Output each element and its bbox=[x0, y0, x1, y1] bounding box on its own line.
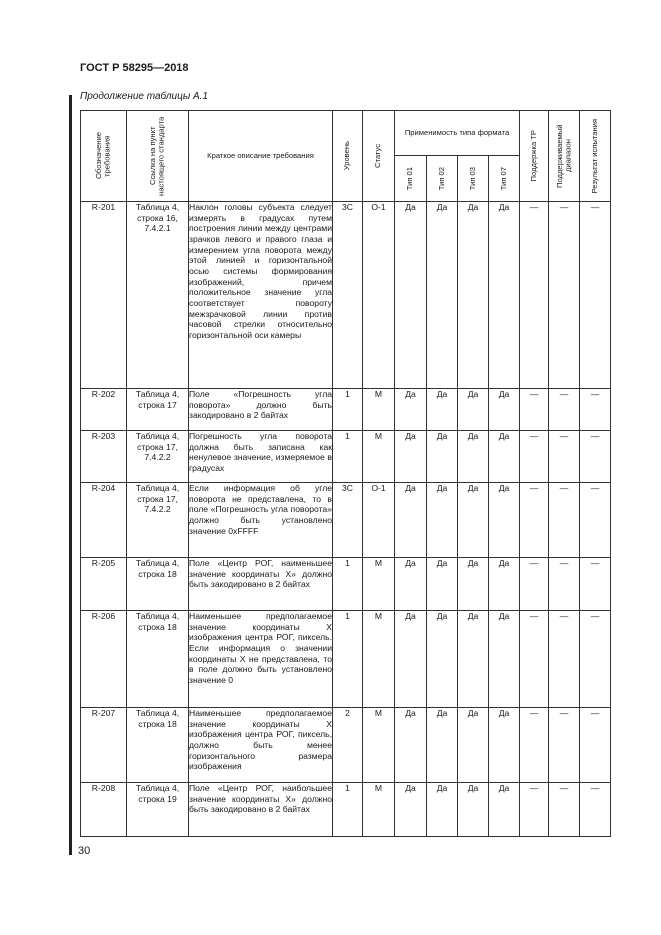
tr-support-cell: — bbox=[520, 558, 549, 611]
requirement-description: Поле «Погрешность угла поворота» должно быть закодировано в 2 байтах bbox=[189, 389, 333, 431]
requirement-reference: Таблица 4, строка 18 bbox=[127, 558, 189, 611]
requirement-description: Поле «Центр РОГ, наименьшее значение координаты X» должно быть закодировано в 2 байтах bbox=[189, 558, 333, 611]
type02-cell: Да bbox=[427, 611, 458, 708]
type01-cell: Да bbox=[395, 558, 427, 611]
tr-support-cell: — bbox=[520, 611, 549, 708]
col-reference-header: Ссылка на пункт настоящего стандарта bbox=[127, 111, 189, 202]
result-cell: — bbox=[580, 431, 611, 483]
type02-cell: Да bbox=[427, 431, 458, 483]
requirement-reference: Таблица 4, строка 17 bbox=[127, 389, 189, 431]
requirement-reference: Таблица 4, строка 17, 7.4.2.2 bbox=[127, 483, 189, 558]
level-cell: 1 bbox=[333, 611, 363, 708]
col-type01-header: Тип 01 bbox=[395, 156, 427, 202]
table-row bbox=[81, 389, 611, 431]
type01-cell: Да bbox=[395, 783, 427, 837]
level-cell: 2 bbox=[333, 708, 363, 783]
status-cell: M bbox=[363, 783, 395, 837]
page-number: 30 bbox=[78, 845, 91, 857]
result-cell: — bbox=[580, 708, 611, 783]
range-cell: — bbox=[549, 202, 580, 389]
change-bar bbox=[69, 95, 72, 855]
standard-code: ГОСТ Р 58295—2018 bbox=[80, 62, 189, 74]
result-cell: — bbox=[580, 202, 611, 389]
requirement-id: R-208 bbox=[81, 783, 127, 837]
type02-cell: Да bbox=[427, 202, 458, 389]
type01-cell: Да bbox=[395, 202, 427, 389]
type02-cell: Да bbox=[427, 389, 458, 431]
requirement-reference: Таблица 4, строка 16, 7.4.2.1 bbox=[127, 202, 189, 389]
type07-cell: Да bbox=[489, 783, 520, 837]
requirement-reference: Таблица 4, строка 17, 7.4.2.2 bbox=[127, 431, 189, 483]
col-result-header: Результат испытания bbox=[580, 111, 611, 202]
range-cell: — bbox=[549, 389, 580, 431]
type02-cell: Да bbox=[427, 783, 458, 837]
type03-cell: Да bbox=[458, 783, 489, 837]
type07-cell: Да bbox=[489, 202, 520, 389]
type01-cell: Да bbox=[395, 708, 427, 783]
level-cell: 1 bbox=[333, 389, 363, 431]
status-cell: O-1 bbox=[363, 483, 395, 558]
table-row bbox=[81, 611, 611, 708]
type03-cell: Да bbox=[458, 558, 489, 611]
requirement-reference: Таблица 4, строка 18 bbox=[127, 708, 189, 783]
type07-cell: Да bbox=[489, 483, 520, 558]
type02-cell: Да bbox=[427, 708, 458, 783]
type07-cell: Да bbox=[489, 708, 520, 783]
type01-cell: Да bbox=[395, 611, 427, 708]
level-cell: 1 bbox=[333, 558, 363, 611]
type03-cell: Да bbox=[458, 611, 489, 708]
requirement-id: R-203 bbox=[81, 431, 127, 483]
requirement-reference: Таблица 4, строка 18 bbox=[127, 611, 189, 708]
col-type07-header: Тип 07 bbox=[489, 156, 520, 202]
requirement-description: Поле «Центр РОГ, наибольшее значение координаты X» должно быть закодировано в 2 байтах bbox=[189, 783, 333, 837]
range-cell: — bbox=[549, 558, 580, 611]
tr-support-cell: — bbox=[520, 783, 549, 837]
level-cell: 3C bbox=[333, 202, 363, 389]
table-row bbox=[81, 708, 611, 783]
type01-cell: Да bbox=[395, 483, 427, 558]
table-row bbox=[81, 202, 611, 389]
requirement-description: Если информация об угле поворота не представлена, то в поле «Погрешность угла поворота» должно быть установлено значение 0xFFFF bbox=[189, 483, 333, 558]
requirement-description: Наименьшее предполагаемое значение координаты X изображения центра РОГ, пиксель, должно быть менее горизонтального размера изображения bbox=[189, 708, 333, 783]
tr-support-cell: — bbox=[520, 202, 549, 389]
col-description-header: Краткое описание требования bbox=[189, 111, 333, 202]
col-applicability-header: Применимость типа формата bbox=[395, 111, 520, 156]
status-cell: M bbox=[363, 389, 395, 431]
range-cell: — bbox=[549, 708, 580, 783]
requirement-id: R-201 bbox=[81, 202, 127, 389]
requirement-id: R-204 bbox=[81, 483, 127, 558]
table-continuation-caption: Продолжение таблицы А.1 bbox=[80, 91, 208, 102]
result-cell: — bbox=[580, 389, 611, 431]
result-cell: — bbox=[580, 558, 611, 611]
type07-cell: Да bbox=[489, 389, 520, 431]
type03-cell: Да bbox=[458, 389, 489, 431]
col-status-header: Статус bbox=[363, 111, 395, 202]
table-row bbox=[81, 558, 611, 611]
requirement-description: Погрешность угла поворота должна быть записана как ненулевое значение, измеряемое в градусах bbox=[189, 431, 333, 483]
col-range-header: Поддерживаемый диапазон bbox=[549, 111, 580, 202]
status-cell: M bbox=[363, 558, 395, 611]
tr-support-cell: — bbox=[520, 483, 549, 558]
range-cell: — bbox=[549, 431, 580, 483]
type02-cell: Да bbox=[427, 483, 458, 558]
requirement-id: R-202 bbox=[81, 389, 127, 431]
type07-cell: Да bbox=[489, 431, 520, 483]
requirements-table bbox=[80, 110, 611, 837]
requirement-id: R-207 bbox=[81, 708, 127, 783]
type03-cell: Да bbox=[458, 431, 489, 483]
range-cell: — bbox=[549, 783, 580, 837]
status-cell: M bbox=[363, 708, 395, 783]
level-cell: 1 bbox=[333, 783, 363, 837]
table-row bbox=[81, 431, 611, 483]
col-type03-header: Тип 03 bbox=[458, 156, 489, 202]
status-cell: O-1 bbox=[363, 202, 395, 389]
result-cell: — bbox=[580, 783, 611, 837]
type03-cell: Да bbox=[458, 708, 489, 783]
requirement-id: R-205 bbox=[81, 558, 127, 611]
table-row bbox=[81, 783, 611, 837]
requirement-id: R-206 bbox=[81, 611, 127, 708]
status-cell: M bbox=[363, 431, 395, 483]
tr-support-cell: — bbox=[520, 389, 549, 431]
range-cell: — bbox=[549, 611, 580, 708]
requirement-reference: Таблица 4, строка 19 bbox=[127, 783, 189, 837]
type03-cell: Да bbox=[458, 202, 489, 389]
type03-cell: Да bbox=[458, 483, 489, 558]
type01-cell: Да bbox=[395, 389, 427, 431]
type07-cell: Да bbox=[489, 611, 520, 708]
result-cell: — bbox=[580, 611, 611, 708]
col-designation-header: Обозначение требования bbox=[81, 111, 127, 202]
col-tr-support-header: Поддержка ТР bbox=[520, 111, 549, 202]
type02-cell: Да bbox=[427, 558, 458, 611]
status-cell: M bbox=[363, 611, 395, 708]
requirement-description: Наклон головы субъекта следует измерять в градусах путем построения линии между центрами зрачков левого и правого глаза и измерением угла поворота между этой линией и горизонтальной осью системы формирования изображений, причем положительное значение угла соответствует повороту межзрачковой линии против часовой стрелки относительно горизонтальной оси камеры bbox=[189, 202, 333, 389]
type07-cell: Да bbox=[489, 558, 520, 611]
tr-support-cell: — bbox=[520, 708, 549, 783]
range-cell: — bbox=[549, 483, 580, 558]
table-row bbox=[81, 483, 611, 558]
requirement-description: Наименьшее предполагаемое значение координаты X изображения центра РОГ, пиксель. Если информация о значении координаты X не представлена, то в поле должно быть установлено значение 0 bbox=[189, 611, 333, 708]
col-type02-header: Тип 02 bbox=[427, 156, 458, 202]
col-level-header: Уровень bbox=[333, 111, 363, 202]
type01-cell: Да bbox=[395, 431, 427, 483]
result-cell: — bbox=[580, 483, 611, 558]
tr-support-cell: — bbox=[520, 431, 549, 483]
level-cell: 1 bbox=[333, 431, 363, 483]
level-cell: 3C bbox=[333, 483, 363, 558]
